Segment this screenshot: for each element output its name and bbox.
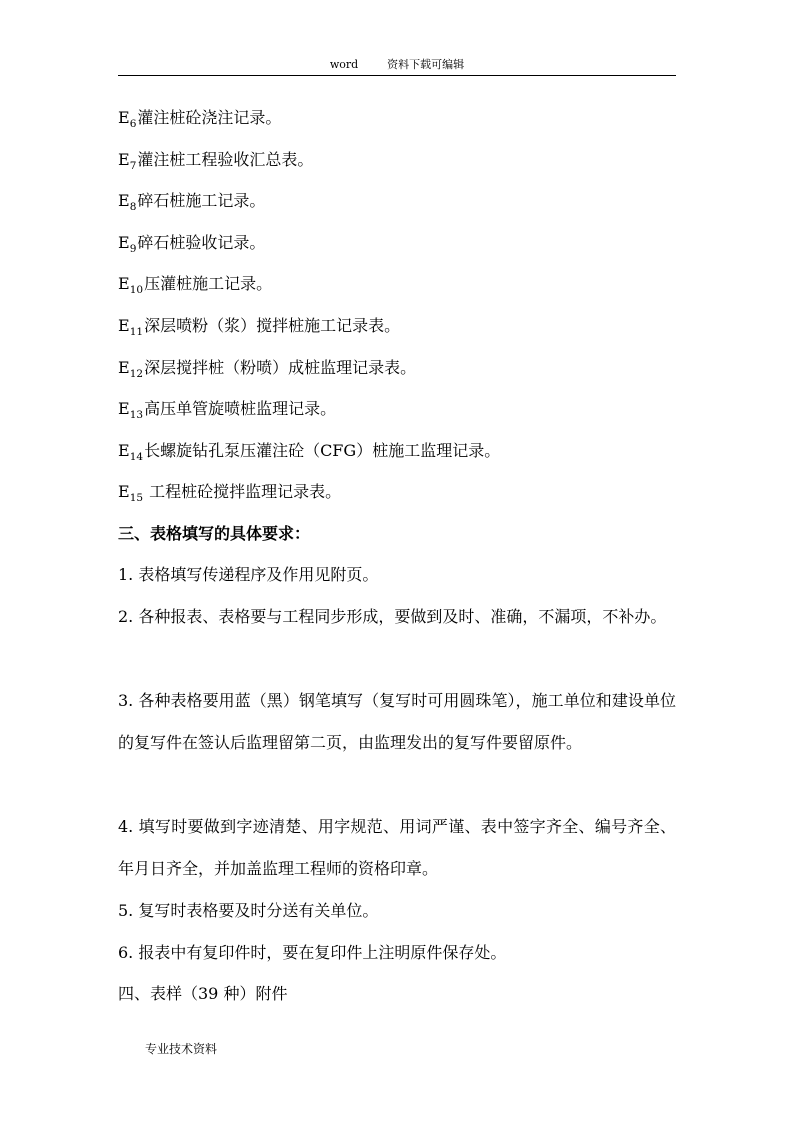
header-right-text: 资料下载可编辑 — [387, 58, 465, 71]
requirement-5: 5. 复写时表格要及时分送有关单位。 — [118, 901, 379, 920]
record-list — [118, 104, 678, 520]
list-item: $E_{13}$高压单管旋喷桩监理记录。 — [118, 399, 337, 422]
section-3-heading: 三、表格填写的具体要求： — [118, 524, 311, 543]
page-header — [118, 57, 676, 76]
list-item: $E_6$灌注桩砼浇注记录。 — [118, 108, 282, 130]
list-item: $E_{10}$压灌桩施工记录。 — [118, 274, 273, 297]
list-item: $E_{15}$ 工程桩砼搅拌监理记录表。 — [118, 482, 342, 505]
section-4-heading: 四、表样（39 种）附件 — [118, 984, 288, 1003]
requirement-6: 6. 报表中有复印件时，要在复印件上注明原件保存处。 — [118, 943, 507, 962]
list-item: $E_{11}$深层喷粉（浆）搅拌桩施工记录表。 — [118, 315, 401, 338]
requirement-1: 1. 表格填写传递程序及作用见附页。 — [118, 565, 379, 584]
list-item: $E_9$碎石桩验收记录。 — [118, 232, 266, 255]
requirement-3: 3. 各种表格要用蓝（黑）钢笔填写（复写时可用圆珠笔），施工单位和建设单位的复写件在签认后监理留第二页，由监理发出的复写件要留原件。 — [118, 691, 676, 752]
page-footer: 专业技术资料 — [145, 1042, 218, 1056]
list-item: $E_{12}$深层搅拌桩（粉喷）成桩监理记录表。 — [118, 357, 417, 380]
list-item: $E_8$碎石桩施工记录。 — [118, 191, 266, 214]
list-item: $E_{14}$长螺旋钻孔泵压灌注砼（CFG）桩施工监理记录。 — [118, 440, 501, 463]
requirement-4: 4. 填写时要做到字迹清楚、用字规范、用词严谨、表中签字齐全、编号齐全、年月日齐全，并加盖监理工程师的资格印章。 — [118, 817, 676, 878]
requirement-2: 2. 各种报表、表格要与工程同步形成，要做到及时、准确，不漏项，不补办。 — [118, 607, 667, 626]
list-item: $E_7$灌注桩工程验收汇总表。 — [118, 149, 314, 172]
header-left-text: word — [329, 58, 359, 71]
